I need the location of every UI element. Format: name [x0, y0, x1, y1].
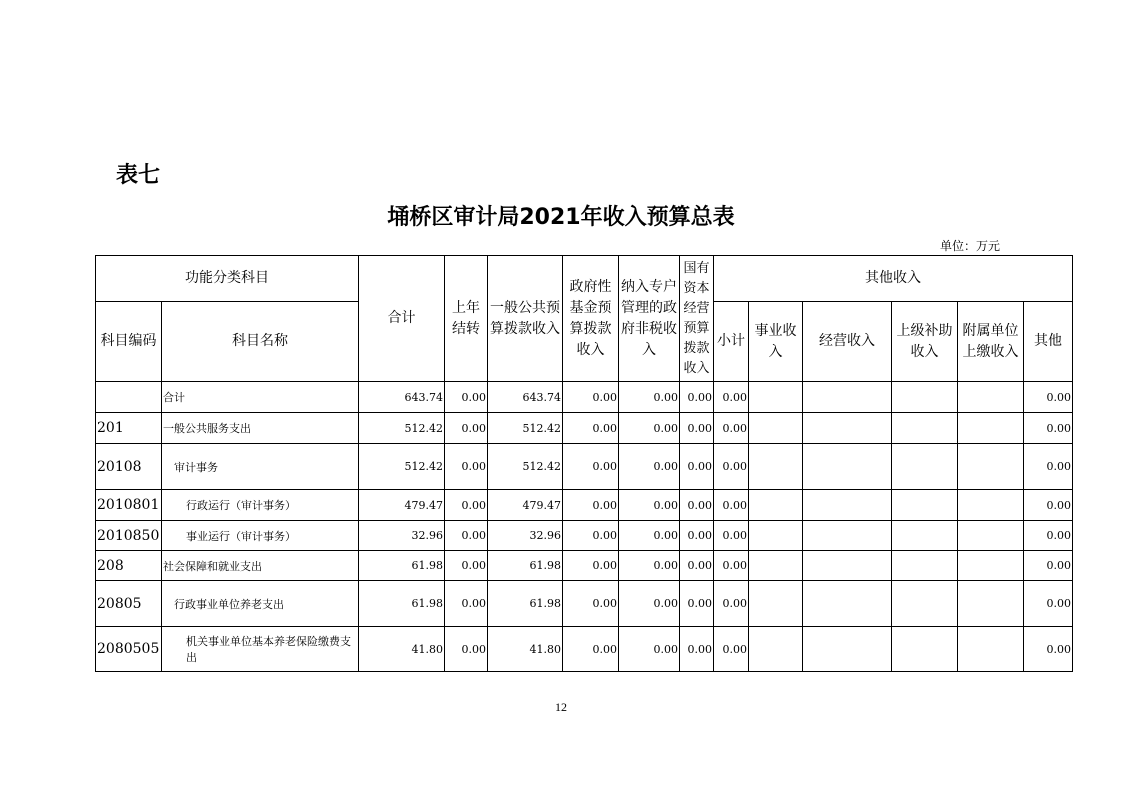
cell-total: 643.74 — [359, 382, 445, 413]
header-operating-income: 经营收入 — [803, 302, 892, 382]
cell-subtotal: 0.00 — [714, 413, 749, 444]
cell-affiliated — [958, 627, 1024, 672]
cell-affiliated — [958, 551, 1024, 581]
cell-special: 0.00 — [619, 413, 680, 444]
cell-service — [749, 551, 803, 581]
header-general-budget: 一般公共预算拨款收入 — [488, 256, 563, 382]
cell-service — [749, 627, 803, 672]
cell-affiliated — [958, 521, 1024, 551]
cell-state: 0.00 — [680, 444, 714, 490]
cell-state: 0.00 — [680, 627, 714, 672]
table-row — [96, 551, 1073, 581]
header-service-income: 事业收入 — [749, 302, 803, 382]
cell-operating — [803, 627, 892, 672]
cell-total: 512.42 — [359, 444, 445, 490]
cell-fund: 0.00 — [563, 490, 619, 521]
cell-carryover: 0.00 — [445, 444, 488, 490]
cell-subtotal: 0.00 — [714, 444, 749, 490]
cell-state: 0.00 — [680, 551, 714, 581]
row-name: 社会保障和就业支出 — [162, 551, 359, 581]
cell-fund: 0.00 — [563, 521, 619, 551]
cell-affiliated — [958, 490, 1024, 521]
cell-service — [749, 413, 803, 444]
cell-subsidy — [892, 581, 958, 627]
cell-special: 0.00 — [619, 551, 680, 581]
cell-subsidy — [892, 627, 958, 672]
cell-affiliated — [958, 581, 1024, 627]
revenue-budget-table — [95, 255, 1073, 672]
page-number: 12 — [555, 700, 567, 714]
header-subsidy-income: 上级补助收入 — [892, 302, 958, 382]
cell-operating — [803, 413, 892, 444]
cell-misc: 0.00 — [1024, 551, 1073, 581]
cell-misc: 0.00 — [1024, 444, 1073, 490]
header-total: 合计 — [359, 256, 445, 382]
cell-carryover: 0.00 — [445, 490, 488, 521]
cell-subtotal: 0.00 — [714, 521, 749, 551]
cell-total: 479.47 — [359, 490, 445, 521]
cell-total: 32.96 — [359, 521, 445, 551]
table-row — [96, 382, 1073, 413]
cell-state: 0.00 — [680, 581, 714, 627]
cell-special: 0.00 — [619, 444, 680, 490]
cell-operating — [803, 521, 892, 551]
cell-service — [749, 382, 803, 413]
header-func-class: 功能分类科目 — [96, 256, 359, 302]
cell-operating — [803, 581, 892, 627]
cell-carryover: 0.00 — [445, 581, 488, 627]
cell-special: 0.00 — [619, 490, 680, 521]
table-row — [96, 490, 1073, 521]
cell-general: 61.98 — [488, 581, 563, 627]
cell-misc: 0.00 — [1024, 581, 1073, 627]
cell-misc: 0.00 — [1024, 382, 1073, 413]
cell-special: 0.00 — [619, 627, 680, 672]
cell-fund: 0.00 — [563, 551, 619, 581]
cell-fund: 0.00 — [563, 627, 619, 672]
cell-misc: 0.00 — [1024, 627, 1073, 672]
cell-subsidy — [892, 413, 958, 444]
cell-general: 32.96 — [488, 521, 563, 551]
row-code — [96, 382, 162, 413]
unit-label: 单位：万元 — [940, 239, 1001, 253]
row-code: 2010850 — [96, 521, 162, 551]
cell-operating — [803, 382, 892, 413]
cell-general: 41.80 — [488, 627, 563, 672]
cell-general: 643.74 — [488, 382, 563, 413]
cell-total: 61.98 — [359, 581, 445, 627]
cell-special: 0.00 — [619, 521, 680, 551]
table-row — [96, 581, 1073, 627]
table-row — [96, 444, 1073, 490]
header-name: 科目名称 — [162, 302, 359, 382]
cell-affiliated — [958, 382, 1024, 413]
cell-total: 61.98 — [359, 551, 445, 581]
cell-state: 0.00 — [680, 521, 714, 551]
row-code: 20108 — [96, 444, 162, 490]
cell-subsidy — [892, 551, 958, 581]
cell-subtotal: 0.00 — [714, 490, 749, 521]
cell-general: 61.98 — [488, 551, 563, 581]
cell-affiliated — [958, 413, 1024, 444]
cell-carryover: 0.00 — [445, 521, 488, 551]
cell-carryover: 0.00 — [445, 382, 488, 413]
cell-service — [749, 490, 803, 521]
header-other-income: 其他收入 — [714, 256, 1073, 302]
document-title: 埇桥区审计局2021年收入预算总表 — [387, 205, 735, 230]
cell-service — [749, 444, 803, 490]
cell-subsidy — [892, 382, 958, 413]
row-code: 208 — [96, 551, 162, 581]
cell-misc: 0.00 — [1024, 521, 1073, 551]
table-row — [96, 627, 1073, 672]
cell-total: 512.42 — [359, 413, 445, 444]
cell-fund: 0.00 — [563, 444, 619, 490]
header-special-account: 纳入专户管理的政府非税收入 — [619, 256, 680, 382]
cell-operating — [803, 444, 892, 490]
cell-operating — [803, 490, 892, 521]
cell-misc: 0.00 — [1024, 413, 1073, 444]
header-carryover: 上年结转 — [445, 256, 488, 382]
header-state-capital: 国有资本经营预算拨款收入 — [680, 256, 714, 382]
cell-subtotal: 0.00 — [714, 382, 749, 413]
header-subtotal: 小计 — [714, 302, 749, 382]
cell-subsidy — [892, 490, 958, 521]
cell-subsidy — [892, 444, 958, 490]
cell-subtotal: 0.00 — [714, 627, 749, 672]
header-affiliated-income: 附属单位上缴收入 — [958, 302, 1024, 382]
cell-general: 512.42 — [488, 413, 563, 444]
cell-service — [749, 581, 803, 627]
cell-general: 512.42 — [488, 444, 563, 490]
cell-service — [749, 521, 803, 551]
row-name: 事业运行（审计事务） — [162, 521, 359, 551]
cell-operating — [803, 551, 892, 581]
cell-subsidy — [892, 521, 958, 551]
row-name: 机关事业单位基本养老保险缴费支出 — [162, 627, 359, 672]
row-name: 行政运行（审计事务） — [162, 490, 359, 521]
table-row — [96, 413, 1073, 444]
cell-total: 41.80 — [359, 627, 445, 672]
cell-fund: 0.00 — [563, 382, 619, 413]
cell-state: 0.00 — [680, 490, 714, 521]
cell-state: 0.00 — [680, 413, 714, 444]
header-misc: 其他 — [1024, 302, 1073, 382]
cell-carryover: 0.00 — [445, 413, 488, 444]
row-name: 审计事务 — [162, 444, 359, 490]
row-name: 行政事业单位养老支出 — [162, 581, 359, 627]
cell-fund: 0.00 — [563, 581, 619, 627]
table-number-label: 表七 — [116, 163, 161, 188]
header-code: 科目编码 — [96, 302, 162, 382]
row-name: 合计 — [162, 382, 359, 413]
row-name: 一般公共服务支出 — [162, 413, 359, 444]
cell-fund: 0.00 — [563, 413, 619, 444]
row-code: 201 — [96, 413, 162, 444]
cell-misc: 0.00 — [1024, 490, 1073, 521]
cell-special: 0.00 — [619, 581, 680, 627]
row-code: 2010801 — [96, 490, 162, 521]
table-row — [96, 521, 1073, 551]
header-fund-budget: 政府性基金预算拨款收入 — [563, 256, 619, 382]
row-code: 2080505 — [96, 627, 162, 672]
row-code: 20805 — [96, 581, 162, 627]
cell-carryover: 0.00 — [445, 551, 488, 581]
cell-general: 479.47 — [488, 490, 563, 521]
cell-state: 0.00 — [680, 382, 714, 413]
cell-subtotal: 0.00 — [714, 551, 749, 581]
cell-special: 0.00 — [619, 382, 680, 413]
cell-affiliated — [958, 444, 1024, 490]
cell-carryover: 0.00 — [445, 627, 488, 672]
cell-subtotal: 0.00 — [714, 581, 749, 627]
